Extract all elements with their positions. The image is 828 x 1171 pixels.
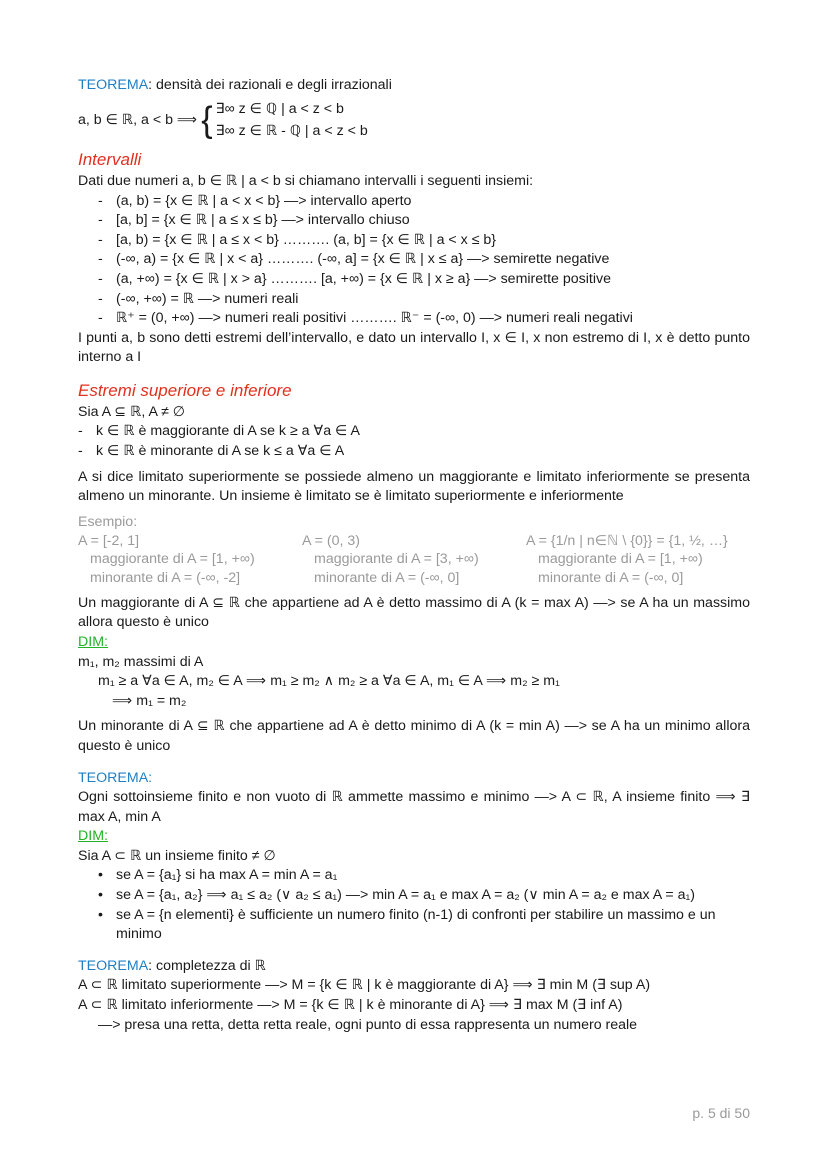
finite-proof-list (78, 866, 750, 944)
list-item: - [a, b) = {x ∈ ℝ | a ≤ x < b} ………. (a, b] = {x ∈ ℝ | a < x ≤ b} (78, 231, 750, 251)
example-column: A = {1/n | n∈ℕ \ {0}} = {1, ½, …} maggiorante di A = [1, +∞) minorante di A = (-∞, 0] (526, 532, 728, 587)
intervalli-outro: I punti a, b sono detti estremi dell’intervallo, e dato un intervallo I, x ∈ I, x non estremo di I, x è detto punto interno a I (78, 329, 750, 366)
density-formula (78, 98, 750, 143)
dim-line: Sia A ⊂ ℝ un insieme finito ≠ ∅ (78, 847, 276, 864)
page-number: p. 5 di 50 (692, 1105, 750, 1121)
list-item: - k ∈ ℝ è minorante di A se k ≤ a ∀a ∈ A (78, 442, 750, 462)
list-item: • se A = {a₁} si ha max A = min A = a₁ (78, 866, 750, 886)
massimo-paragraph: Un maggiorante di A ⊆ ℝ che appartiene ad A è detto massimo di A (k = max A) —> se A ha un massimo allora questo è unico (78, 594, 750, 631)
list-item: - (a, b) = {x ∈ ℝ | a < x < b} —> intervallo aperto (78, 192, 750, 212)
theorem-label: TEOREMA (78, 77, 149, 93)
example-columns (78, 532, 750, 588)
estremi-sia: Sia A ⊆ ℝ, A ≠ ∅ (78, 403, 186, 420)
theorem-finite-statement: Ogni sottoinsieme finito e non vuoto di ℝ ammette massimo e minimo —> A ⊂ ℝ, A insieme finito ⟹ ∃ max A, min A (78, 789, 750, 825)
completeness-line: A ⊂ ℝ limitato inferiormente —> M = {k ∈ ℝ | k è minorante di A} ⟹ ∃ max M (∃ inf A) (78, 997, 623, 1014)
example-block (78, 513, 750, 588)
density-rationals: ∃∞ z ∈ ℚ | a < z < b (215, 100, 344, 117)
dim-label: DIM: (78, 633, 108, 650)
dim-label: DIM: (78, 828, 108, 845)
theorem-density-title: TEOREMA: densità dei razionali e degli irrazionali (78, 77, 392, 93)
theorem-completeness-title: TEOREMA: completezza di ℝ (78, 957, 266, 974)
intervalli-intro: Dati due numeri a, b ∈ ℝ | a < b si chiamano intervalli i seguenti insiemi: (78, 172, 534, 189)
estremi-list (78, 422, 750, 461)
list-item: - ℝ⁺ = (0, +∞) —> numeri reali positivi ………. ℝ⁻ = (-∞, 0) —> numeri reali negativi (78, 309, 750, 329)
brace-symbol: { (201, 100, 213, 141)
brace-lines (216, 98, 368, 143)
dim-line: m₁, m₂ massimi di A (78, 653, 204, 670)
density-irrationals: ∃∞ z ∈ ℝ - ℚ | a < z < b (215, 123, 368, 140)
intervalli-list (78, 192, 750, 329)
list-item: - [a, b] = {x ∈ ℝ | a ≤ x ≤ b} —> intervallo chiuso (78, 211, 750, 231)
theorem-label: TEOREMA (78, 957, 149, 974)
example-column: A = [-2, 1] maggiorante di A = [1, +∞) minorante di A = (-∞, -2] (78, 532, 255, 587)
minimo-paragraph: Un minorante di A ⊆ ℝ che appartiene ad A è detto minimo di A (k = min A) —> se A ha un minimo allora questo è unico (78, 718, 750, 754)
example-label: Esempio: (78, 513, 138, 530)
list-item: • se A = {n elementi} è sufficiente un numero finito (n-1) di confronti per stabilire un massimo e un minimo (78, 906, 750, 945)
dim-line: ⟹ m₁ = m₂ (112, 692, 187, 709)
completeness-line: —> presa una retta, detta retta reale, ogni punto di essa rappresenta un numero reale (98, 1016, 638, 1033)
section-title-intervalli: Intervalli (78, 150, 142, 170)
section-title-estremi: Estremi superiore e inferiore (78, 380, 292, 400)
list-item: - (-∞, +∞) = ℝ —> numeri reali (78, 290, 750, 310)
list-item: - k ∈ ℝ è maggiorante di A se k ≥ a ∀a ∈ A (78, 422, 750, 442)
content (78, 76, 750, 1035)
list-item: - (-∞, a) = {x ∈ ℝ | x < a} ………. (-∞, a] = {x ∈ ℝ | x ≤ a} —> semirette negative (78, 250, 750, 270)
list-item: • se A = {a₁, a₂} ⟹ a₁ ≤ a₂ (∨ a₂ ≤ a₁) —> min A = a₁ e max A = a₂ (∨ min A = a₂ e max A = a₁) (78, 886, 750, 906)
limitato-paragraph: A si dice limitato superiormente se possiede almeno un maggiorante e limitato inferiormente se presenta almeno un minorante. Un insieme è limitato se è limitato superiormente e inferiormente (78, 468, 750, 505)
theorem-label: TEOREMA: (78, 769, 153, 786)
list-item: - (a, +∞) = {x ∈ ℝ | x > a} ………. [a, +∞) = {x ∈ ℝ | x ≥ a} —> semirette positive (78, 270, 750, 290)
dim-line: m₁ ≥ a ∀a ∈ A, m₂ ∈ A ⟹ m₁ ≥ m₂ ∧ m₂ ≥ a ∀a ∈ A, m₁ ∈ A ⟹ m₂ ≥ m₁ (98, 673, 560, 690)
density-lhs: a, b ∈ ℝ, a < b ⟹ (78, 111, 198, 128)
completeness-line: A ⊂ ℝ limitato superiormente —> M = {k ∈ ℝ | k è maggiorante di A} ⟹ ∃ min M (∃ sup A) (78, 977, 651, 994)
example-column: A = (0, 3) maggiorante di A = [3, +∞) minorante di A = (-∞, 0] (302, 532, 479, 587)
